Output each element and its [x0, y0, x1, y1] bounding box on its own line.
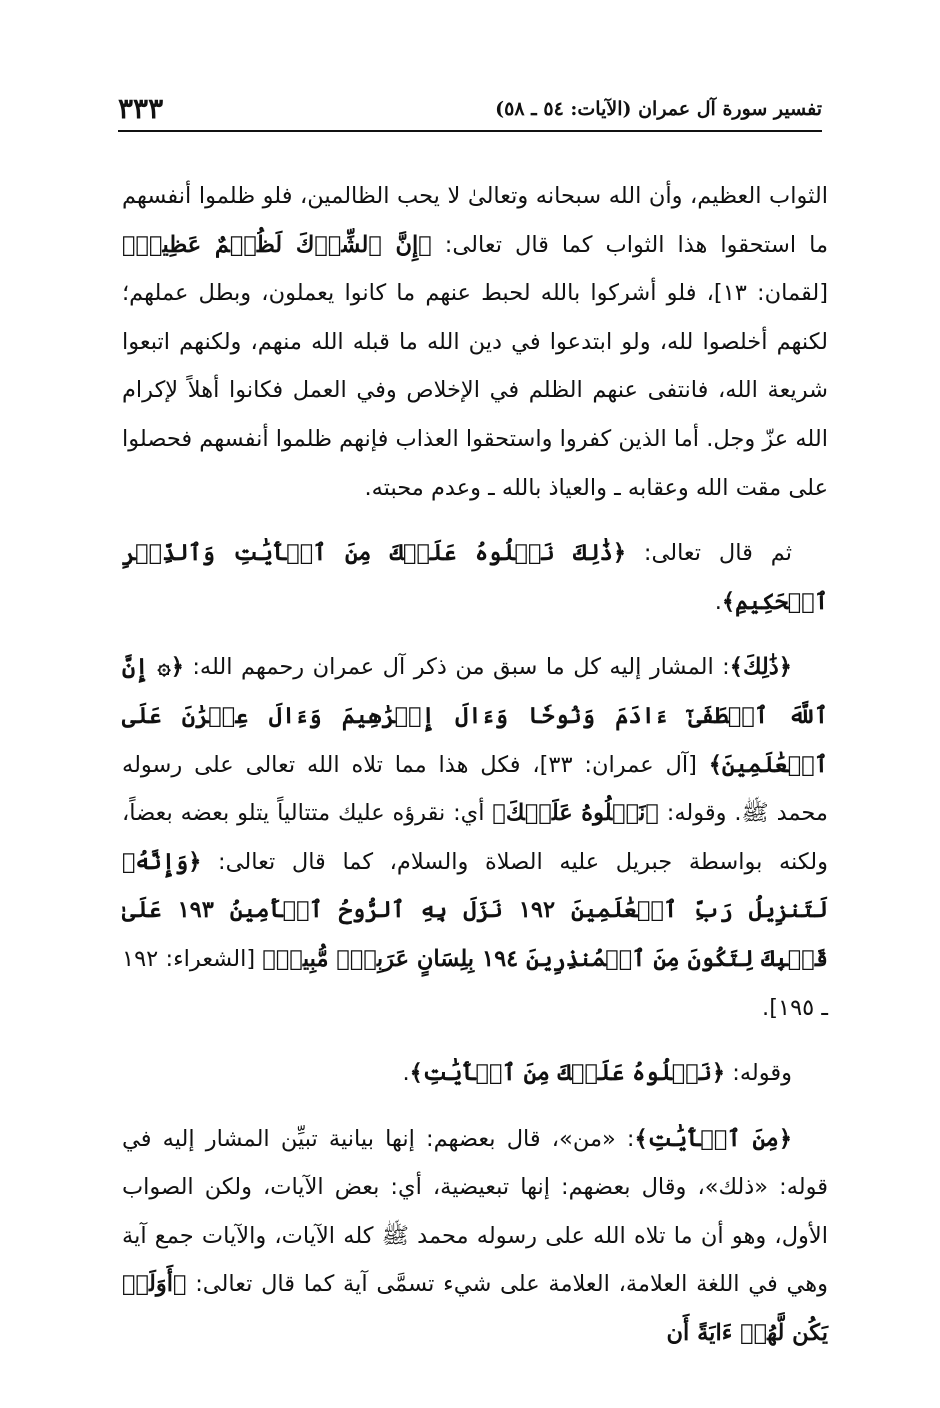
quran-verse: ﴿وَإِنَّهُۥ لَتَنزِيلُ رَبِّ ٱلۡعَٰلَمِينَ ١٩٢ نَزَلَ بِهِ ٱلرُّوحُ ٱلۡأَمِينُ ١٩٣ عَلَىٰ قَلۡبِكَ لِتَكُونَ مِنَ ٱلۡمُنذِرِينَ ١٩٤ بِلِسَانٍ عَرَبِيّٖ مُّبِينٖ﴾: [122, 848, 828, 972]
quran-verse: ﴿ذَٰلِكَ﴾: [729, 654, 792, 681]
quran-verse: ﴿ذَٰلِكَ نَتۡلُوهُ عَلَيۡكَ مِنَ ٱلۡأٓيَٰتِ وَٱلذِّكۡرِ ٱلۡحَكِيمِ﴾: [122, 540, 828, 615]
quran-verse: ﴿نَتۡلُوهُ عَلَيۡكَ مِنَ ٱلۡأٓيَٰتِ﴾: [409, 1060, 726, 1087]
text-run: [آل عمران: ٣٣]، فكل هذا مما تلاه الله تعالى على رسوله محمد ﷺ. وقوله:: [122, 751, 828, 827]
text-run: : «من»، قال بعضهم: إنها بيانية تبيِّن المشار إليه في قوله: «ذلك»، وقال بعضهم: إنها تبعيضية، أي: بعض الآيات، ولكن الصواب الأول، وهو أن ما تلاه الله على رسوله محمد ﷺ كله الآيات، والآيات جمع آية وهي في اللغة العلامة، العلامة على شيء تسمَّى آية كما قال تعالى:: [122, 1125, 828, 1298]
text-run: .: [402, 1060, 410, 1087]
quran-verse: ﴿إِنَّ ٱلشِّرۡكَ لَظُلۡمٌ عَظِيمٞ﴾: [122, 231, 432, 258]
text-run: ثم قال تعالى:: [626, 540, 792, 567]
text-run: وقوله:: [725, 1060, 792, 1087]
text-run: أي: نقرؤه عليك متتالياً يتلو بعضه بعضاً، ولكنه بواسطة جبريل عليه الصلاة والسلام، كما قال تعالى:: [122, 800, 828, 875]
quran-verse: ﴿أَوَلَمۡ يَكُن لَّهُمۡ ءَايَةً أَن: [122, 1271, 828, 1347]
body-text: [122, 172, 828, 1358]
page-number: ٣٣٣: [118, 92, 164, 125]
paragraph: [122, 1049, 828, 1098]
text-run: [الشعراء: ١٩٢ ـ ١٩٥].: [122, 945, 828, 1021]
text-run: : المشار إليه كل ما سبق من ذكر آل عمران رحمهم الله:: [183, 654, 730, 681]
quran-verse: ﴿مِنَ ٱلۡأٓيَٰتِ﴾: [634, 1125, 793, 1152]
paragraph: [122, 1115, 828, 1358]
paragraph: [122, 643, 828, 1032]
text-run: [لقمان: ١٣]، فلو أشركوا بالله لحبط عنهم ما كانوا يعملون، وبطل عملهم؛ لكنهم أخلصوا لله، ولو ابتدعوا في دين الله ما قبله الله منهم، ولكنهم اتبعوا شريعة الله، فانتفى عنهم الظلم في الإخلاص وفي العمل فكانوا أهلاً لإكرام الله عزّ وجل. أما الذين كفروا واستحقوا العذاب فإنهم ظلموا أنفسهم فحصلوا على مقت الله وعقابه ـ والعياذ بالله ـ وعدم محبته.: [122, 280, 828, 501]
running-head-title: تفسير سورة آل عمران (الآيات: ٥٤ ـ ٥٨): [495, 98, 822, 120]
quran-verse: ﴿۞ إِنَّ ٱللَّهَ ٱصۡطَفَىٰٓ ءَادَمَ وَنُوحٗا وَءَالَ إِبۡرَٰهِيمَ وَءَالَ عِمۡرَٰنَ عَلَى ٱلۡعَٰلَمِينَ﴾: [122, 654, 828, 778]
paragraph: [122, 529, 828, 626]
quran-verse: ﴿نَتۡلُوهُ عَلَيۡكَ﴾: [492, 800, 659, 827]
running-head: [118, 88, 822, 124]
paragraph: [122, 172, 828, 512]
text-run: الثواب العظيم، وأن الله سبحانه وتعالىٰ لا يحب الظالمين، فلو ظلموا أنفسهم ما استحقوا هذا الثواب كما قال تعالى:: [122, 183, 828, 258]
header-rule: [118, 130, 822, 132]
text-run: .: [714, 588, 722, 615]
